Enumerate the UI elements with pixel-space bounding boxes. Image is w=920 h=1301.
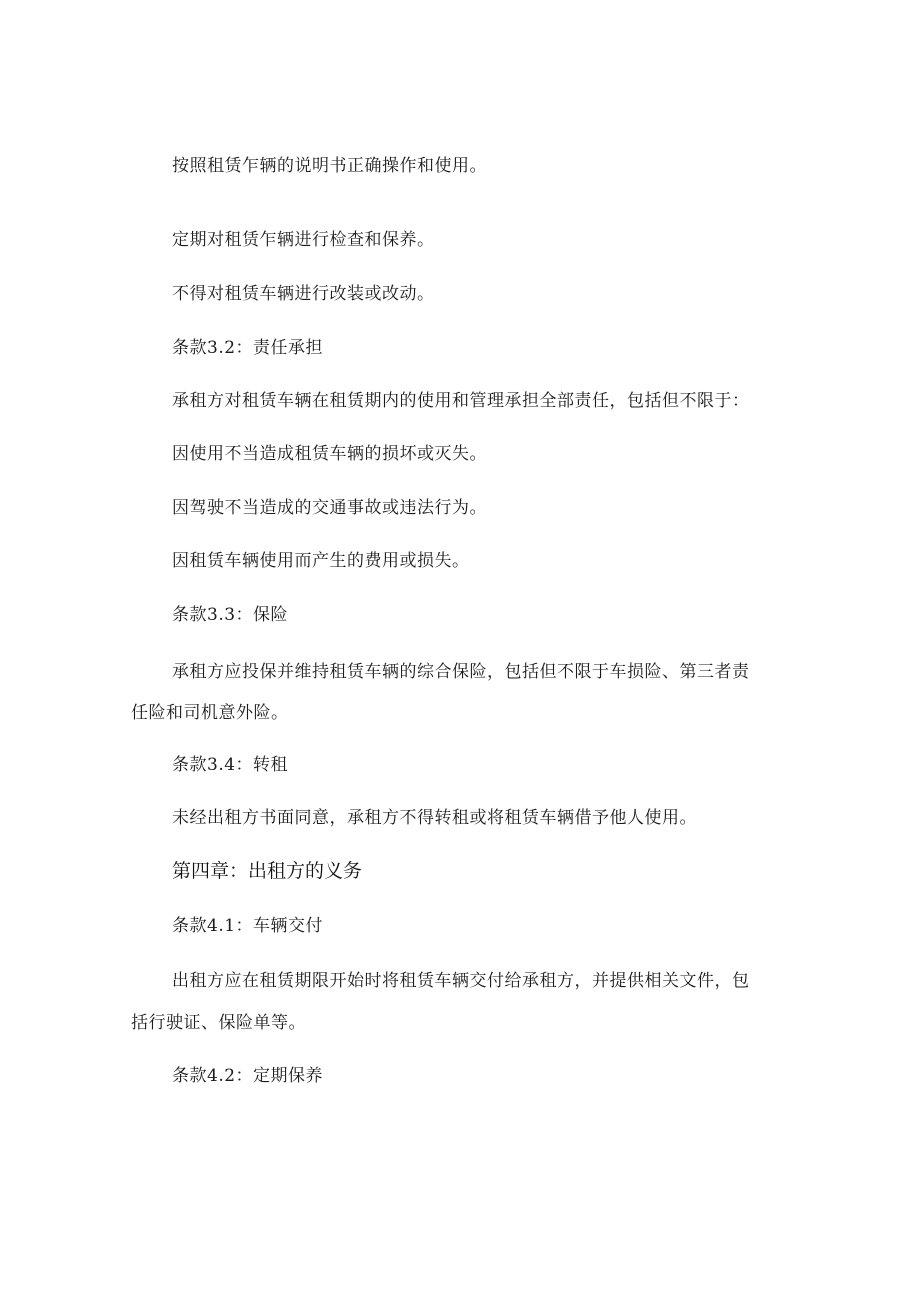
clause-title: 条款3.3：保险 [172, 605, 289, 625]
clause-title: 条款4.2：定期保养 [172, 1066, 324, 1086]
paragraph-line: 承租方应投保并维持租赁车辆的综合保险，包括但不限于车损险、第三者责 [172, 662, 750, 682]
clause-title: 条款4.1：车辆交付 [172, 916, 324, 936]
paragraph-line: 按照租赁乍辆的说明书正确操作和使用。 [172, 156, 487, 176]
paragraph-line: 括行驶证、保险单等。 [131, 1013, 306, 1033]
clause-title: 条款3.2：责任承担 [172, 338, 324, 358]
paragraph-line: 因租赁车辆使用而产生的费用或损失。 [172, 551, 470, 571]
paragraph-line: 承租方对租赁车辆在租赁期内的使用和管理承担全部责任，包括但不限于： [172, 391, 750, 411]
paragraph-line: 出租方应在租赁期限开始时将租赁车辆交付给承租方，并提供相关文件，包 [172, 971, 750, 991]
paragraph-line: 因使用不当造成租赁车辆的损坏或灭失。 [172, 444, 487, 464]
paragraph-line: 未经出租方书面同意，承租方不得转租或将租赁车辆借予他人使用。 [172, 808, 697, 828]
paragraph-line: 定期对租赁乍辆进行检查和保养。 [172, 230, 435, 250]
paragraph-line: 不得对租赁车辆进行改装或改动。 [172, 284, 435, 304]
paragraph-line: 任险和司机意外险。 [131, 703, 289, 723]
chapter-heading: 第四章：出租方的义务 [172, 860, 363, 882]
paragraph-line: 因驾驶不当造成的交通事故或违法行为。 [172, 498, 487, 518]
clause-title: 条款3.4：转租 [172, 755, 289, 775]
